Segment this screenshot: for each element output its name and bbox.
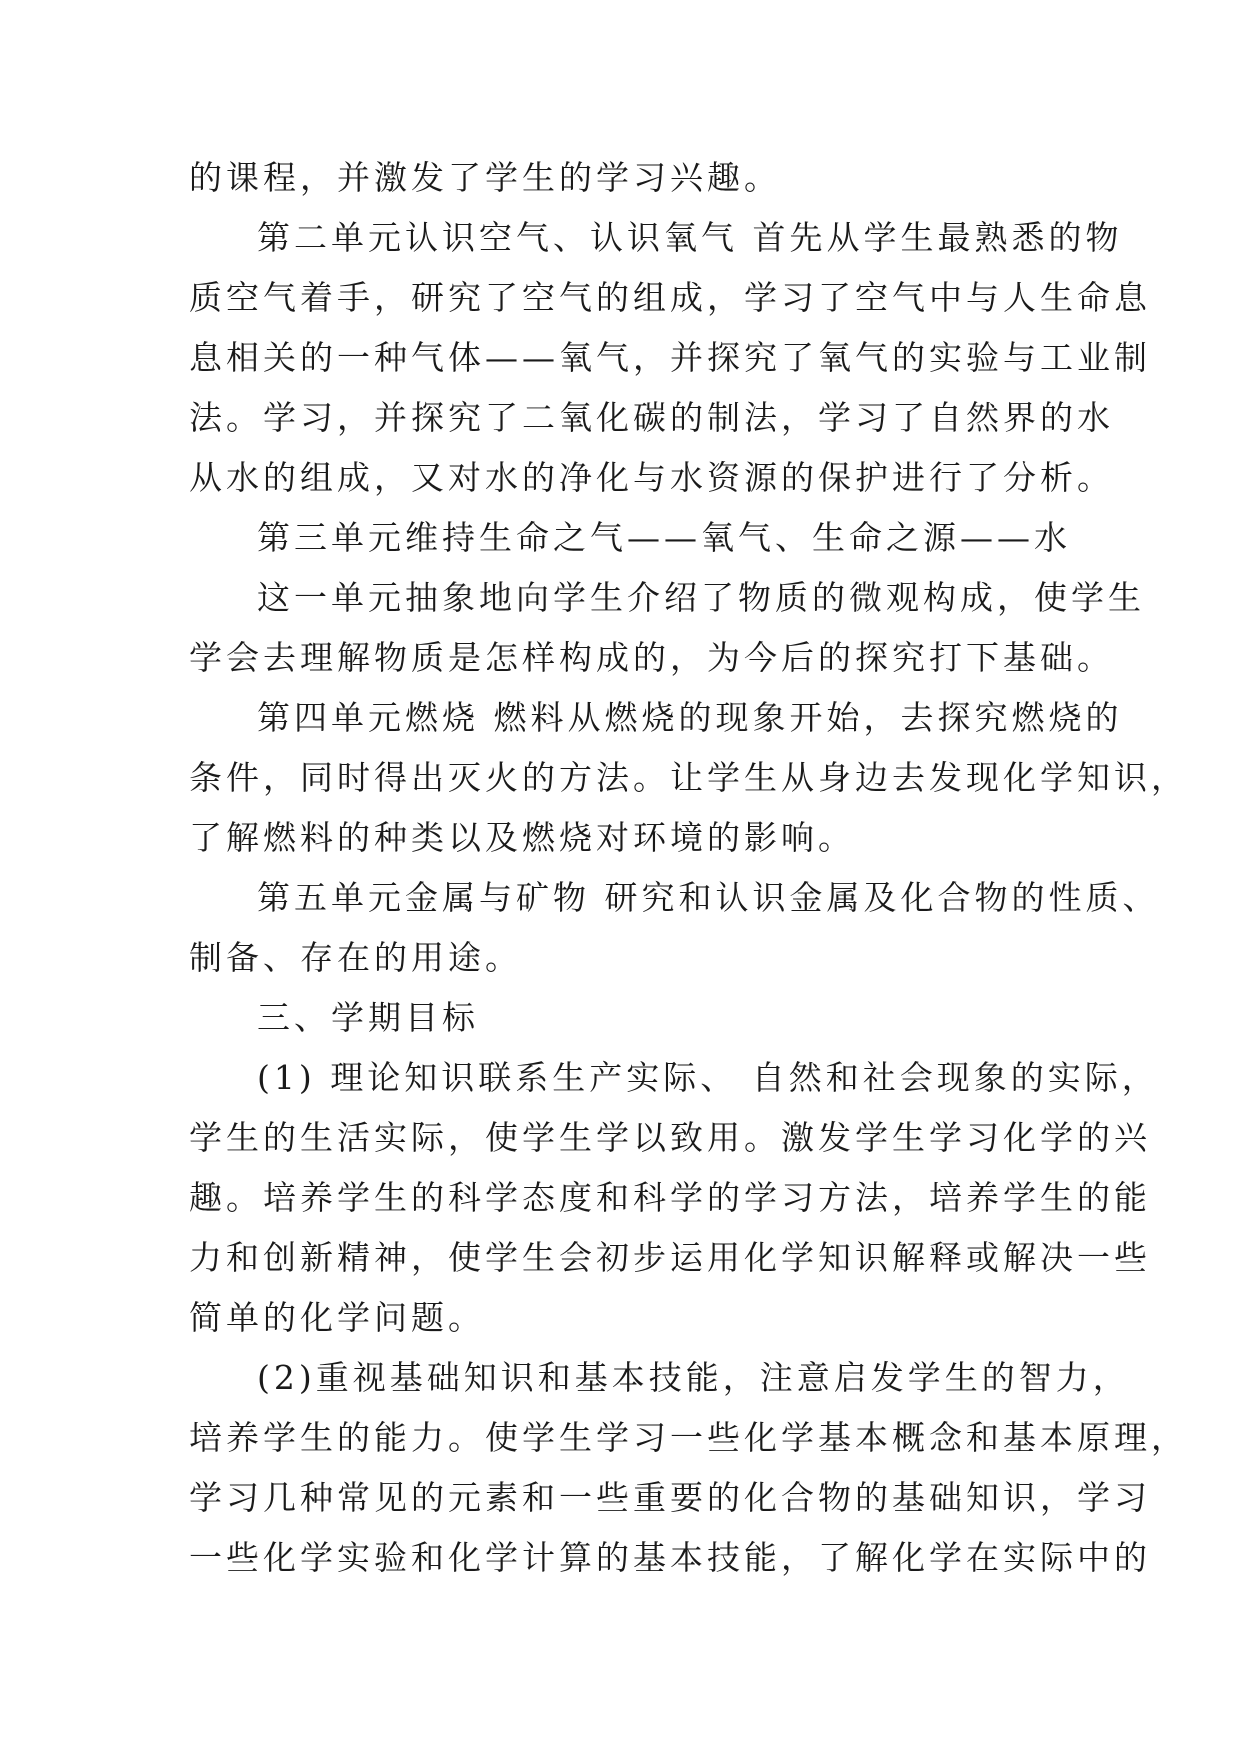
text-line: 第二单元认识空气、认识氧气 首先从学生最熟悉的物 — [257, 218, 1123, 257]
section-heading: 三、学期目标 — [257, 998, 479, 1037]
text-line: 这一单元抽象地向学生介绍了物质的微观构成，使学生 — [257, 578, 1145, 617]
text-line: 第四单元燃烧 燃料从燃烧的现象开始，去探究燃烧的 — [257, 698, 1123, 737]
text-line: 力和创新精神，使学生会初步运用化学知识解释或解决一些 — [189, 1238, 1151, 1277]
text-line: 简单的化学问题。 — [189, 1298, 485, 1337]
text-line: 的课程，并激发了学生的学习兴趣。 — [189, 158, 781, 197]
text-line: 息相关的一种气体——氧气，并探究了氧气的实验与工业制 — [189, 338, 1151, 377]
text-line: (1) 理论知识联系生产实际、 自然和社会现象的实际， — [257, 1058, 1159, 1097]
text-line: 趣。培养学生的科学态度和科学的学习方法，培养学生的能 — [189, 1178, 1151, 1217]
text-line: 培养学生的能力。使学生学习一些化学基本概念和基本原理， — [189, 1418, 1188, 1457]
text-line: 第三单元维持生命之气——氧气、生命之源——水 — [257, 518, 1071, 557]
text-line: 学习几种常见的元素和一些重要的化合物的基础知识，学习 — [189, 1478, 1151, 1517]
text-line: 第五单元金属与矿物 研究和认识金属及化合物的性质、 — [257, 878, 1160, 917]
body-text — [189, 148, 1188, 1588]
text-line: 一些化学实验和化学计算的基本技能，了解化学在实际中的 — [189, 1538, 1151, 1577]
text-line: 质空气着手，研究了空气的组成，学习了空气中与人生命息 — [189, 278, 1151, 317]
text-line: 条件，同时得出灭火的方法。让学生从身边去发现化学知识， — [189, 758, 1188, 797]
text-line: (2)重视基础知识和基本技能，注意启发学生的智力， — [257, 1358, 1130, 1397]
text-line: 从水的组成，又对水的净化与水资源的保护进行了分析。 — [189, 458, 1114, 497]
text-line: 制备、存在的用途。 — [189, 938, 522, 977]
text-line: 了解燃料的种类以及燃烧对环境的影响。 — [189, 818, 855, 857]
text-line: 学会去理解物质是怎样构成的，为今后的探究打下基础。 — [189, 638, 1114, 677]
text-line: 法。学习，并探究了二氧化碳的制法，学习了自然界的水 — [189, 398, 1114, 437]
text-line: 学生的生活实际，使学生学以致用。激发学生学习化学的兴 — [189, 1118, 1151, 1157]
